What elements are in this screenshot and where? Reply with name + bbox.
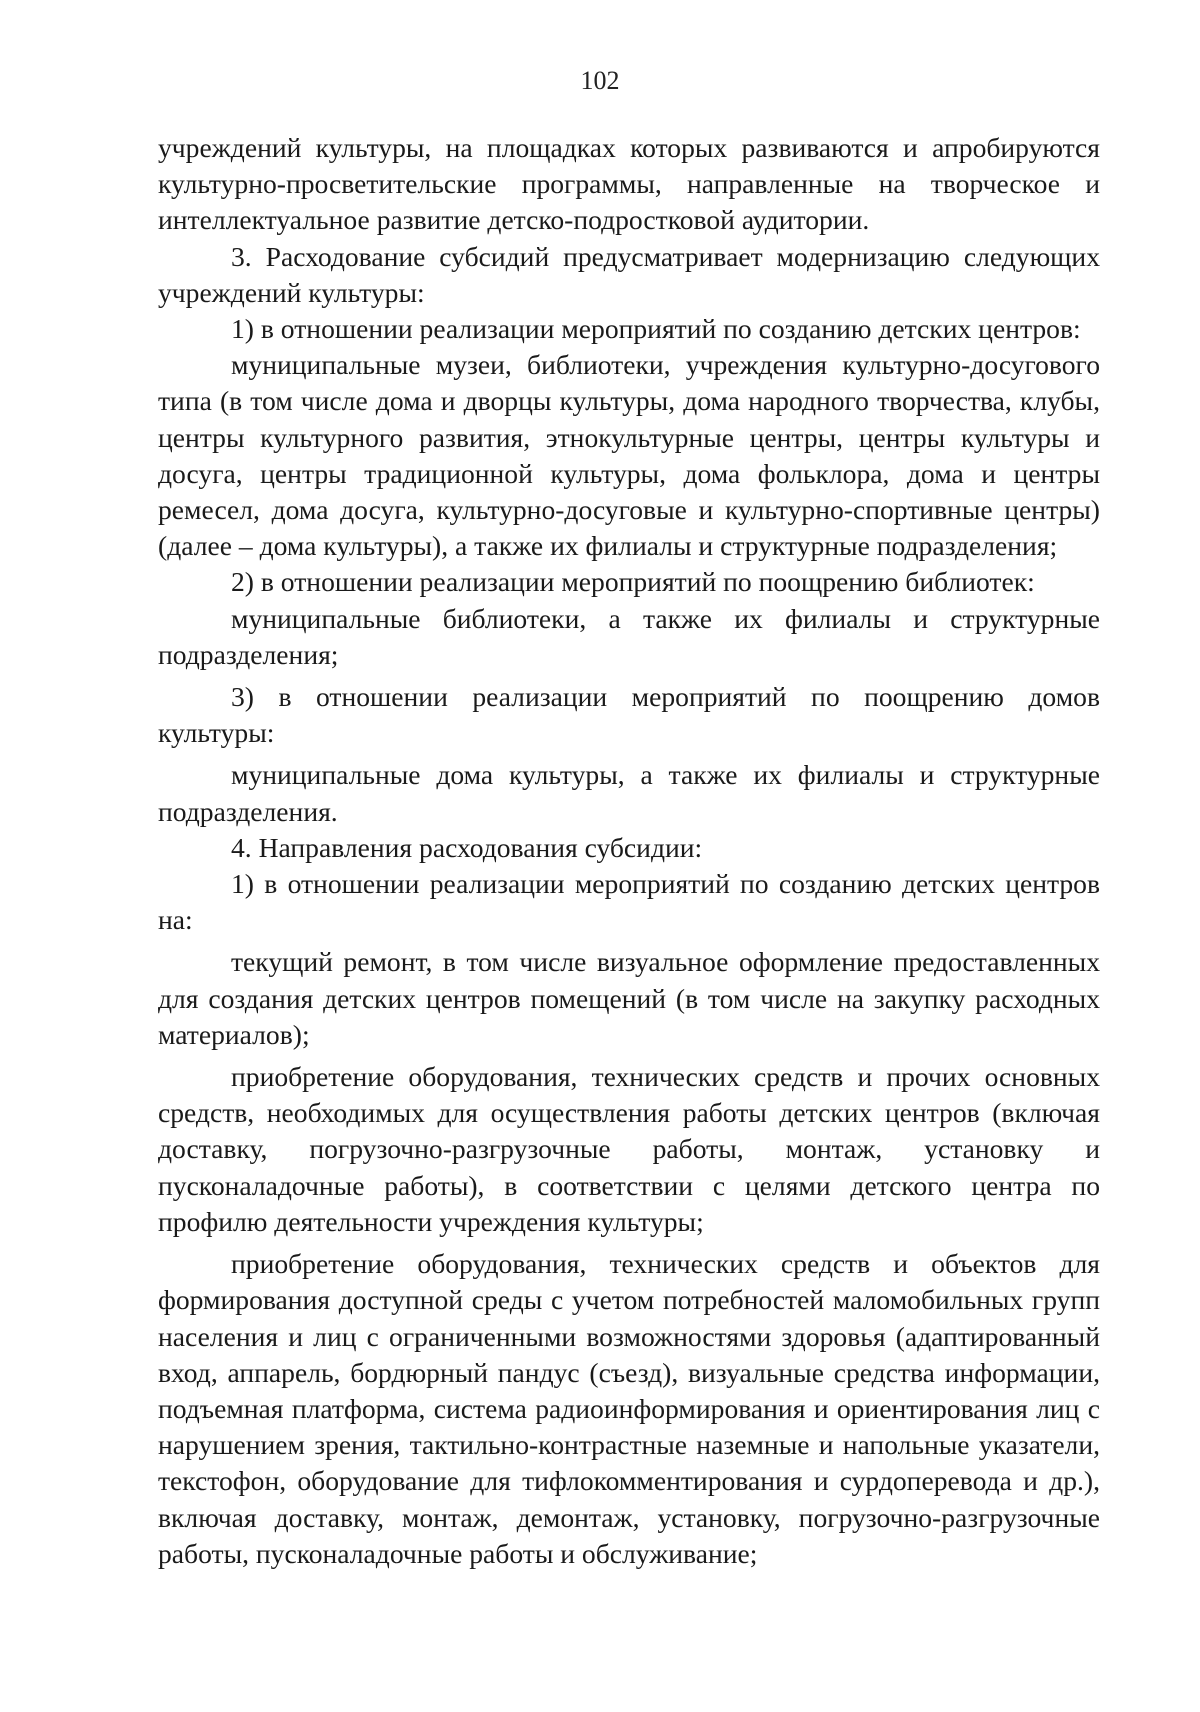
paragraph-subitem-4-1: 1) в отношении реализации мероприятий по созданию детских центров на:	[158, 868, 1100, 936]
paragraph-subitem-3-2-text: муниципальные библиотеки, а также их филиалы и структурные подразделения;	[158, 602, 1100, 670]
paragraph-subitem-3-3-text: муниципальные дома культуры, а также их филиалы и структурные подразделения.	[158, 759, 1100, 827]
paragraph-subitem-3-3: 3) в отношении реализации мероприятий по поощрению домов культуры:	[158, 681, 1100, 749]
paragraph-item-3: 3. Расходование субсидий предусматривает модернизацию следующих учреждений культуры:	[158, 240, 1100, 308]
paragraph-subitem-3-1: 1) в отношении реализации мероприятий по созданию детских центров:	[231, 313, 1081, 345]
paragraph-subitem-3-2: 2) в отношении реализации мероприятий по поощрению библиотек:	[231, 566, 1035, 598]
paragraph-accessibility: приобретение оборудования, технических средств и объектов для формирования доступной среды с учетом потребностей маломобильных групп населения и лиц с ограниченными возможностями здоровья (адаптированный вход, аппарель, бордюрный пандус (съезд), визуальные средства информации, подъемная платформа, система радиоинформирования и ориентирования лиц с нарушением зрения, тактильно-контрастные наземные и напольные указатели, текстофон, оборудование для тифлокомментирования и сурдоперевода и др.), включая доставку, монтаж, демонтаж, установку, погрузочно-разгрузочные работы, пусконаладочные работы и обслуживание;	[158, 1248, 1100, 1569]
page-number: 102	[580, 66, 620, 95]
paragraph-continuation: учреждений культуры, на площадках которых развиваются и апробируются культурно-просветительские программы, направленные на творческое и интеллектуальное развитие детско-подростковой аудитории.	[158, 132, 1100, 236]
paragraph-subitem-3-1-text: муниципальные музеи, библиотеки, учреждения культурно-досугового типа (в том числе дома и дворцы культуры, дома народного творчества, клубы, центры культурного развития, этнокультурные центры, центры культуры и досуга, центры традиционной культуры, дома фольклора, дома и центры ремесел, дома досуга, культурно-досуговые и культурно-спортивные центры) (далее – дома культуры), а также их филиалы и структурные подразделения;	[158, 349, 1100, 562]
paragraph-equipment: приобретение оборудования, технических средств и прочих основных средств, необходимых для осуществления работы детских центров (включая доставку, погрузочно-разгрузочные работы, монтаж, установку и пусконаладочные работы), в соответствии с целями детского центра по профилю деятельности учреждения культуры;	[158, 1061, 1100, 1237]
paragraph-item-4: 4. Направления расходования субсидии:	[231, 831, 703, 863]
document-body	[158, 130, 1100, 1572]
paragraph-repair: текущий ремонт, в том числе визуальное оформление предоставленных для создания детских центров помещений (в том числе на закупку расходных материалов);	[158, 946, 1100, 1050]
